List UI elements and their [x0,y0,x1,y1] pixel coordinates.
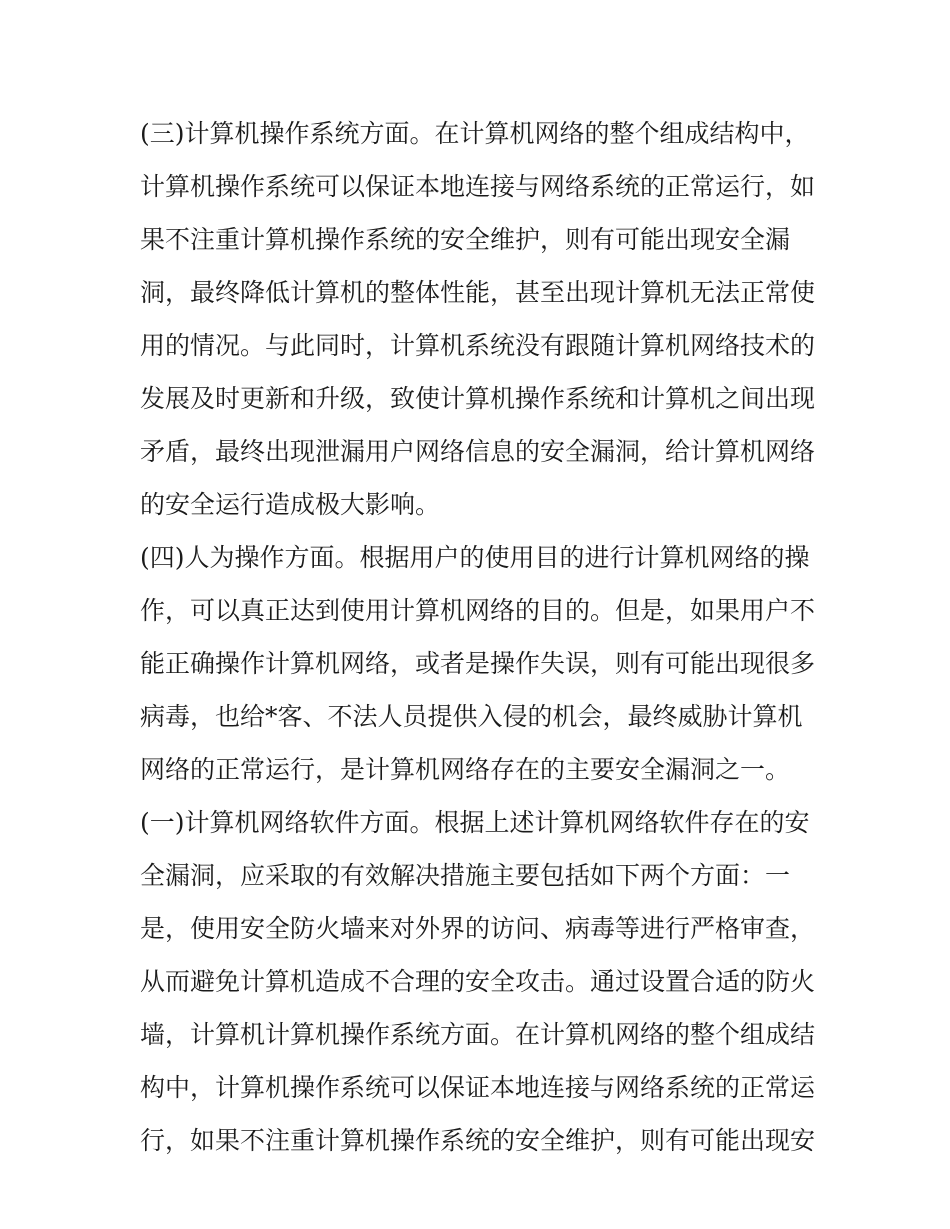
text-line: 行，如果不注重计算机操作系统的安全维护，则有可能出现安 [140,1126,816,1155]
text-line: 洞，最终降低计算机的整体性能，甚至出现计算机无法正常使 [140,278,816,307]
text-line: (四)人为操作方面。根据用户的使用目的进行计算机网络的操 [140,543,810,572]
text-line: 全漏洞，应采取的有效解决措施主要包括如下两个方面：一 [140,861,791,890]
text-line: 矛盾，最终出现泄漏用户网络信息的安全漏洞，给计算机网络 [140,437,816,466]
text-line: 网络的正常运行，是计算机网络存在的主要安全漏洞之一。 [140,755,791,784]
text-line: 计算机操作系统可以保证本地连接与网络系统的正常运行，如 [140,172,816,201]
text-line: 果不注重计算机操作系统的安全维护，则有可能出现安全漏 [140,225,791,254]
text-line: 的安全运行造成极大影响。 [140,490,441,519]
text-line: 作，可以真正达到使用计算机网络的目的。但是，如果用户不 [140,596,816,625]
text-line: 墙，计算机计算机操作系统方面。在计算机网络的整个组成结 [140,1020,816,1049]
text-line: (一)计算机网络软件方面。根据上述计算机网络软件存在的安 [140,808,810,837]
text-line: (三)计算机操作系统方面。在计算机网络的整个组成结构中， [140,119,810,148]
text-line: 是，使用安全防火墙来对外界的访问、病毒等进行严格审查， [140,914,816,943]
text-line: 从而避免计算机造成不合理的安全攻击。通过设置合适的防火 [140,967,816,996]
text-line: 用的情况。与此同时，计算机系统没有跟随计算机网络技术的 [140,331,816,360]
text-line: 病毒，也给*客、不法人员提供入侵的机会，最终威胁计算机 [140,702,803,731]
text-line: 构中，计算机操作系统可以保证本地连接与网络系统的正常运 [140,1073,816,1102]
body-text [140,107,820,1167]
text-line: 发展及时更新和升级，致使计算机操作系统和计算机之间出现 [140,384,816,413]
text-line: 能正确操作计算机网络，或者是操作失误，则有可能出现很多 [140,649,816,678]
